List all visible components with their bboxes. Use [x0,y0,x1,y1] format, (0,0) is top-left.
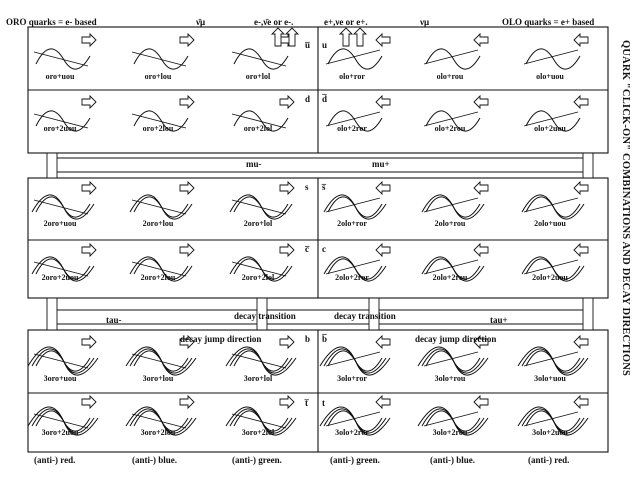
click-on-axis [524,260,578,274]
decay-direction-arrow [82,396,96,408]
cell-label: 3oro+lou [142,374,174,383]
click-on-axis [424,50,478,64]
row-label-s-bar: s̅ [322,182,326,192]
bridge-label-mu-minus: mu- [246,159,262,169]
lepton-arrow [354,28,366,46]
cell-label: olo+rou [436,72,464,81]
decay-direction-arrow [574,96,588,108]
cell-label: 2oro+2uou [41,273,79,282]
bridge-label-tau-plus: tau+ [490,315,508,325]
click-on-axis [524,412,578,426]
cell-label: 2oro+2lol [241,273,275,282]
decay-direction-arrow [180,396,194,408]
decay-direction-arrow [82,34,96,46]
header-e-minus: e-,ν̄e or e-. [254,17,294,27]
quark-wave [130,195,192,219]
cell-label: 3olo+2uou [532,428,568,437]
bridge-label-decay-transition-right: decay transition [334,311,396,321]
bridge-bar-mu [52,158,590,172]
click-on-axis [424,412,478,426]
row-label-b: b [305,334,311,344]
decay-direction-arrow [474,396,488,408]
row-label-b-bar: b̅ [322,334,328,344]
decay-direction-arrow [474,182,488,194]
cell-label: oro+lou [144,72,172,81]
decay-direction-arrow [180,34,194,46]
decay-direction-arrow [180,96,194,108]
row-label-t: t [322,398,325,408]
decay-direction-arrow [474,96,488,108]
decay-direction-arrow [280,96,294,108]
row-label-u: u [322,40,328,50]
cell-label: 3oro+lol [243,374,273,383]
bridge-label-mu-plus: mu+ [372,159,390,169]
decay-direction-arrow [376,34,390,46]
decay-direction-arrow [376,182,390,194]
quark-wave [134,49,188,69]
bridge-label-tau-minus: tau- [106,315,122,325]
cell-label: oro+uou [45,72,75,81]
cell-label: 2olo+ror [337,219,367,228]
side-title: QUARK "CLICK-ON" COMBINATIONS AND DECAY DIRECTIONS [620,40,631,377]
click-on-axis [326,412,380,426]
quark-wave [230,195,292,219]
panel-connector [583,298,593,330]
cell-label: 3olo+ror [337,374,367,383]
row-label-d: d̅ [322,94,328,104]
cell-label: 2oro+lou [142,219,174,228]
header-olo-label: OLO quarks = e+ based [502,17,595,27]
panel-connector [47,298,57,330]
bridge-label-decay-jump-right: decay jump direction [415,334,497,344]
panel-frames [28,27,608,452]
cell-label: oro+2lol [243,124,273,133]
row-label-t-bar: t̅ [305,398,308,408]
decay-direction-arrow [574,182,588,194]
cell-label: olo+2rou [434,124,466,133]
cell-label: oro+2uou [43,124,77,133]
panel-connector [583,153,593,178]
cell-label: 3oro+uou [43,374,77,383]
column-label-2: (anti-) blue. [132,455,177,465]
click-on-axis [326,352,380,366]
decay-direction-arrow [376,244,390,256]
cell-label: 3olo+2rou [432,428,468,437]
decay-direction-arrow [280,336,294,348]
cell-label: olo+2ror [337,124,367,133]
quark-wave [234,49,288,69]
click-on-axis [132,52,186,66]
header-nu-mu: νμ [420,17,430,27]
row-label-d-bar: d [305,94,311,104]
decay-direction-arrow [82,244,96,256]
decay-direction-arrow [376,96,390,108]
column-label-1: (anti-) red. [34,455,76,465]
click-on-axis [424,260,478,274]
header-e-plus: e+,νe or e+. [324,17,368,27]
decay-direction-arrow [82,96,96,108]
column-label-5: (anti-) blue. [430,455,475,465]
cell-label: 3olo+rou [434,374,466,383]
row-label-c: c [322,244,326,254]
decay-direction-arrow [180,182,194,194]
decay-direction-arrow [574,396,588,408]
cell-label: olo+uou [536,72,564,81]
bridge-label-decay-transition-left: decay transition [234,311,296,321]
cell-label: 2oro+uou [43,219,77,228]
click-on-axis [524,50,578,64]
cell-label: olo+ror [339,72,365,81]
decay-direction-arrow [574,34,588,46]
row-label-c-bar: c̅ [305,244,309,254]
cell-label: 3oro+2lou [140,428,176,437]
decay-direction-arrow [574,244,588,256]
decay-direction-arrow [280,244,294,256]
column-label-6: (anti-) red. [528,455,570,465]
cell-label: 3olo+2ror [335,428,369,437]
click-on-axis [424,198,478,212]
cell-label: 2olo+2ror [335,273,369,282]
decay-direction-arrow [474,244,488,256]
cell-label: 2olo+2rou [432,273,468,282]
cell-label: oro+lol [245,72,271,81]
column-label-4: (anti-) green. [330,455,380,465]
cell-label: 2olo+rou [434,219,466,228]
click-on-axis [232,52,286,66]
cell-label: 2olo+2uou [532,273,568,282]
decay-direction-arrow [82,182,96,194]
cell-label: 3olo+uou [534,374,566,383]
row-label-s: s [305,182,309,192]
decay-direction-arrow [474,34,488,46]
header-oro-label: ORO quarks = e- based [6,17,97,27]
cell-label: olo+2uou [534,124,566,133]
decay-direction-arrow [376,336,390,348]
bridge-bar-tau [52,310,590,324]
quark-wave [230,349,292,373]
quark-wave [130,349,192,373]
cell-label: oro+2lou [142,124,174,133]
row-label-u-bar: u̅ [305,40,311,50]
quark-wave [36,49,90,69]
column-label-3: (anti-) green. [232,455,282,465]
bridge-label-decay-jump-left: decay jump direction [180,334,262,344]
decay-direction-arrow [180,244,194,256]
decay-direction-arrow [280,396,294,408]
quark-wave [32,195,94,219]
decay-direction-arrow [280,182,294,194]
cell-label: 2oro+2lou [140,273,176,282]
cell-label: 2oro+lol [243,219,273,228]
decay-direction-arrow [574,336,588,348]
click-on-axis [326,260,380,274]
lepton-arrow [340,28,352,46]
decay-direction-arrow [82,336,96,348]
click-on-axis [34,52,88,66]
click-on-axis [424,352,478,366]
cell-label: 3oro+2lol [241,428,275,437]
cell-label: 3oro+2uou [41,428,79,437]
decay-direction-arrow [376,396,390,408]
decay-bridges [52,158,590,324]
click-on-axis [524,198,578,212]
click-on-axis [524,352,578,366]
cell-label: 2olo+uou [534,219,566,228]
click-on-axis [326,50,380,64]
header-nu-bar-mu: ν̄μ [196,17,206,27]
panel-connector [47,153,57,178]
click-on-axis [326,198,380,212]
quark-wave [32,349,94,373]
